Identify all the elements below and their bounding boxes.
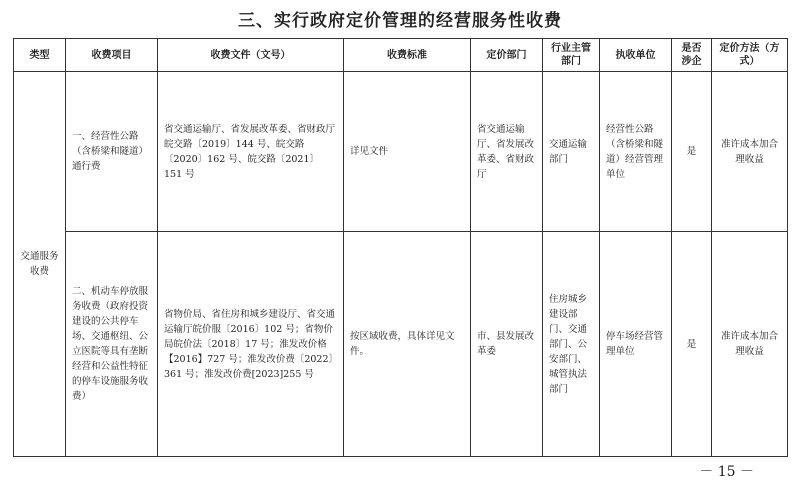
category-cell: 交通服务收费 xyxy=(14,72,66,457)
header-item: 收费项目 xyxy=(66,39,158,72)
pricing-method-cell: 准许成本加合理收益 xyxy=(712,232,788,457)
standard-cell: 按区域收费，具体详见文件。 xyxy=(344,232,471,457)
header-pricing-method: 定价方法（方式） xyxy=(712,39,788,72)
executor-cell: 停车场经营管理单位 xyxy=(600,232,672,457)
header-industry-dept: 行业主管部门 xyxy=(543,39,600,72)
document-cell: 省物价局、省住房和城乡建设厅、省交通运输厅皖价服〔2016〕102 号；省物价局皖价法〔2018〕17 号；淮发改价格【2016】727 号；淮发改价费〔2022〕361 号；淮发改价费[2023]255 号 xyxy=(158,232,344,457)
table-header-row xyxy=(14,39,788,72)
table-row xyxy=(14,232,788,457)
header-standard: 收费标准 xyxy=(344,39,471,72)
page-title: 三、实行政府定价管理的经营服务性收费 xyxy=(238,11,562,31)
involve-enterprise-cell: 是 xyxy=(672,72,712,232)
header-involve-enterprise: 是否涉企 xyxy=(672,39,712,72)
item-cell: 二、机动车停放服务收费（政府投资建设的公共停车场、交通枢纽、公立医院等具有垄断经营和公益性特征的停车设施服务收费） xyxy=(66,232,158,457)
industry-dept-cell: 交通运输部门 xyxy=(543,72,600,232)
header-category: 类型 xyxy=(14,39,66,72)
fee-table xyxy=(13,38,788,457)
pricing-method-cell: 准许成本加合理收益 xyxy=(712,72,788,232)
header-executor: 执收单位 xyxy=(600,39,672,72)
item-cell: 一、经营性公路（含桥梁和隧道）通行费 xyxy=(66,72,158,232)
involve-enterprise-cell: 是 xyxy=(672,232,712,457)
table-row xyxy=(14,72,788,232)
header-pricing-dept: 定价部门 xyxy=(471,39,543,72)
document-cell: 省交通运输厅、省发展改革委、省财政厅皖交路〔2019〕144 号、皖交路〔2020〕162 号、皖交路〔2021〕151 号 xyxy=(158,72,344,232)
executor-cell: 经营性公路（含桥梁和隧道）经营管理单位 xyxy=(600,72,672,232)
industry-dept-cell: 住房城乡建设部门、交通部门、公安部门、城管执法部门 xyxy=(543,232,600,457)
standard-cell: 详见文件 xyxy=(344,72,471,232)
pricing-dept-cell: 省交通运输厅、省发展改革委、省财政厅 xyxy=(471,72,543,232)
header-document: 收费文件（文号） xyxy=(158,39,344,72)
pricing-dept-cell: 市、县发展改革委 xyxy=(471,232,543,457)
page-number: － 15 － xyxy=(699,464,754,480)
